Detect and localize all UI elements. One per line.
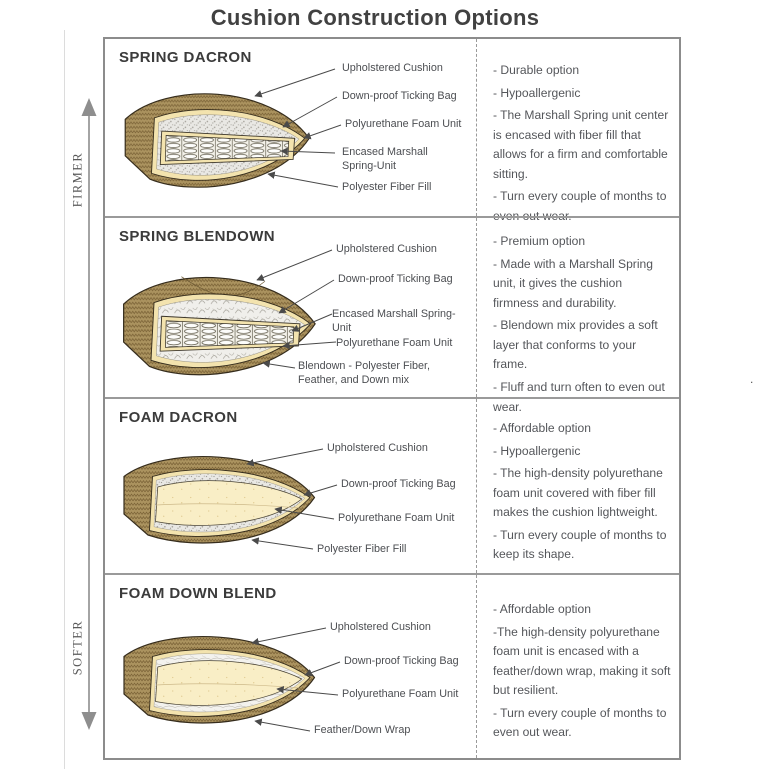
part-label: Polyurethane Foam Unit bbox=[345, 118, 462, 130]
part-label: Down-proof Ticking Bag bbox=[342, 90, 457, 102]
note-line: - Fluff and turn often to even out wear. bbox=[493, 380, 665, 414]
part-label: Upholstered Cushion bbox=[342, 62, 443, 74]
row-heading: FOAM DACRON bbox=[119, 409, 238, 426]
spring-dacron-diagram-cell bbox=[105, 39, 476, 216]
spring-blendown-notes-cell bbox=[476, 218, 679, 414]
spring-dacron-notes-cell bbox=[476, 39, 679, 224]
row-spring-dacron bbox=[105, 39, 679, 224]
part-label: Polyester Fiber Fill bbox=[342, 181, 432, 193]
note-line: - Hypoallergenic bbox=[493, 85, 581, 100]
note-line: - Premium option bbox=[493, 234, 586, 248]
foam-down-blend-diagram-cell bbox=[105, 575, 476, 758]
part-label: Down-proof Ticking Bag bbox=[341, 478, 456, 490]
part-label: Feather/Down Wrap bbox=[314, 724, 411, 736]
part-label: Upholstered Cushion bbox=[330, 621, 431, 633]
row-foam-dacron bbox=[105, 397, 679, 573]
part-label: Encased Marshall Spring-Unit bbox=[332, 308, 456, 335]
part-label: Blendown - Polyester Fiber, Feather, and Down mix bbox=[298, 360, 431, 387]
left-rail-line bbox=[64, 30, 65, 769]
note-line: - Blendown mix provides a soft layer that conforms to your frame. bbox=[493, 318, 658, 372]
part-label: Polyurethane Foam Unit bbox=[342, 688, 459, 700]
row-spring-blendown bbox=[105, 216, 679, 414]
note-line: - Turn every couple of months to keep its shape. bbox=[493, 527, 667, 562]
firmer-label: FIRMER bbox=[70, 151, 85, 208]
note-line: - Hypoallergenic bbox=[493, 443, 581, 458]
foam-dacron-notes-cell bbox=[476, 399, 679, 573]
spring-blendown-diagram-cell bbox=[105, 218, 476, 397]
row-foam-down-blend bbox=[105, 573, 679, 758]
part-label: Down-proof Ticking Bag bbox=[344, 655, 459, 667]
part-label: Encased Marshall Spring-Unit bbox=[342, 146, 428, 173]
note-line: - Made with a Marshall Spring unit, it gives the cushion firmness and durability. bbox=[493, 256, 653, 310]
row-heading: FOAM DOWN BLEND bbox=[119, 585, 277, 602]
foam-down-blend-notes-cell bbox=[476, 575, 679, 758]
note-line: - The high-density polyurethane foam unit covered with fiber fill makes the cushion lightweight. bbox=[493, 466, 663, 520]
stray-dot-artifact: . bbox=[750, 372, 754, 386]
note-line: - Turn every couple of months to even out wear. bbox=[493, 705, 667, 740]
note-line: - Affordable option bbox=[493, 421, 591, 435]
foam-dacron-diagram-cell bbox=[105, 399, 476, 573]
note-line: - Affordable option bbox=[493, 602, 591, 616]
part-label: Upholstered Cushion bbox=[327, 442, 428, 454]
part-label: Upholstered Cushion bbox=[336, 243, 437, 255]
note-line: - Turn every couple of months to even out wear. bbox=[493, 189, 667, 224]
part-label: Polyurethane Foam Unit bbox=[336, 337, 453, 349]
row-heading: SPRING DACRON bbox=[119, 49, 252, 66]
part-label: Down-proof Ticking Bag bbox=[338, 273, 453, 285]
softer-label: SOFTER bbox=[70, 619, 85, 676]
options-table bbox=[103, 37, 681, 760]
part-label: Polyurethane Foam Unit bbox=[338, 512, 455, 524]
note-line: - Durable option bbox=[493, 63, 580, 77]
page-title: Cushion Construction Options bbox=[210, 5, 540, 30]
row-heading: SPRING BLENDOWN bbox=[119, 228, 275, 245]
note-line: - The Marshall Spring unit center is encased with fiber fill that allows for a firm and comfortable sitting. bbox=[493, 108, 669, 181]
part-label: Polyester Fiber Fill bbox=[317, 543, 407, 555]
note-line: -The high-density polyurethane foam unit is encased with a feather/down wrap, making it soft but resilient. bbox=[493, 624, 671, 698]
